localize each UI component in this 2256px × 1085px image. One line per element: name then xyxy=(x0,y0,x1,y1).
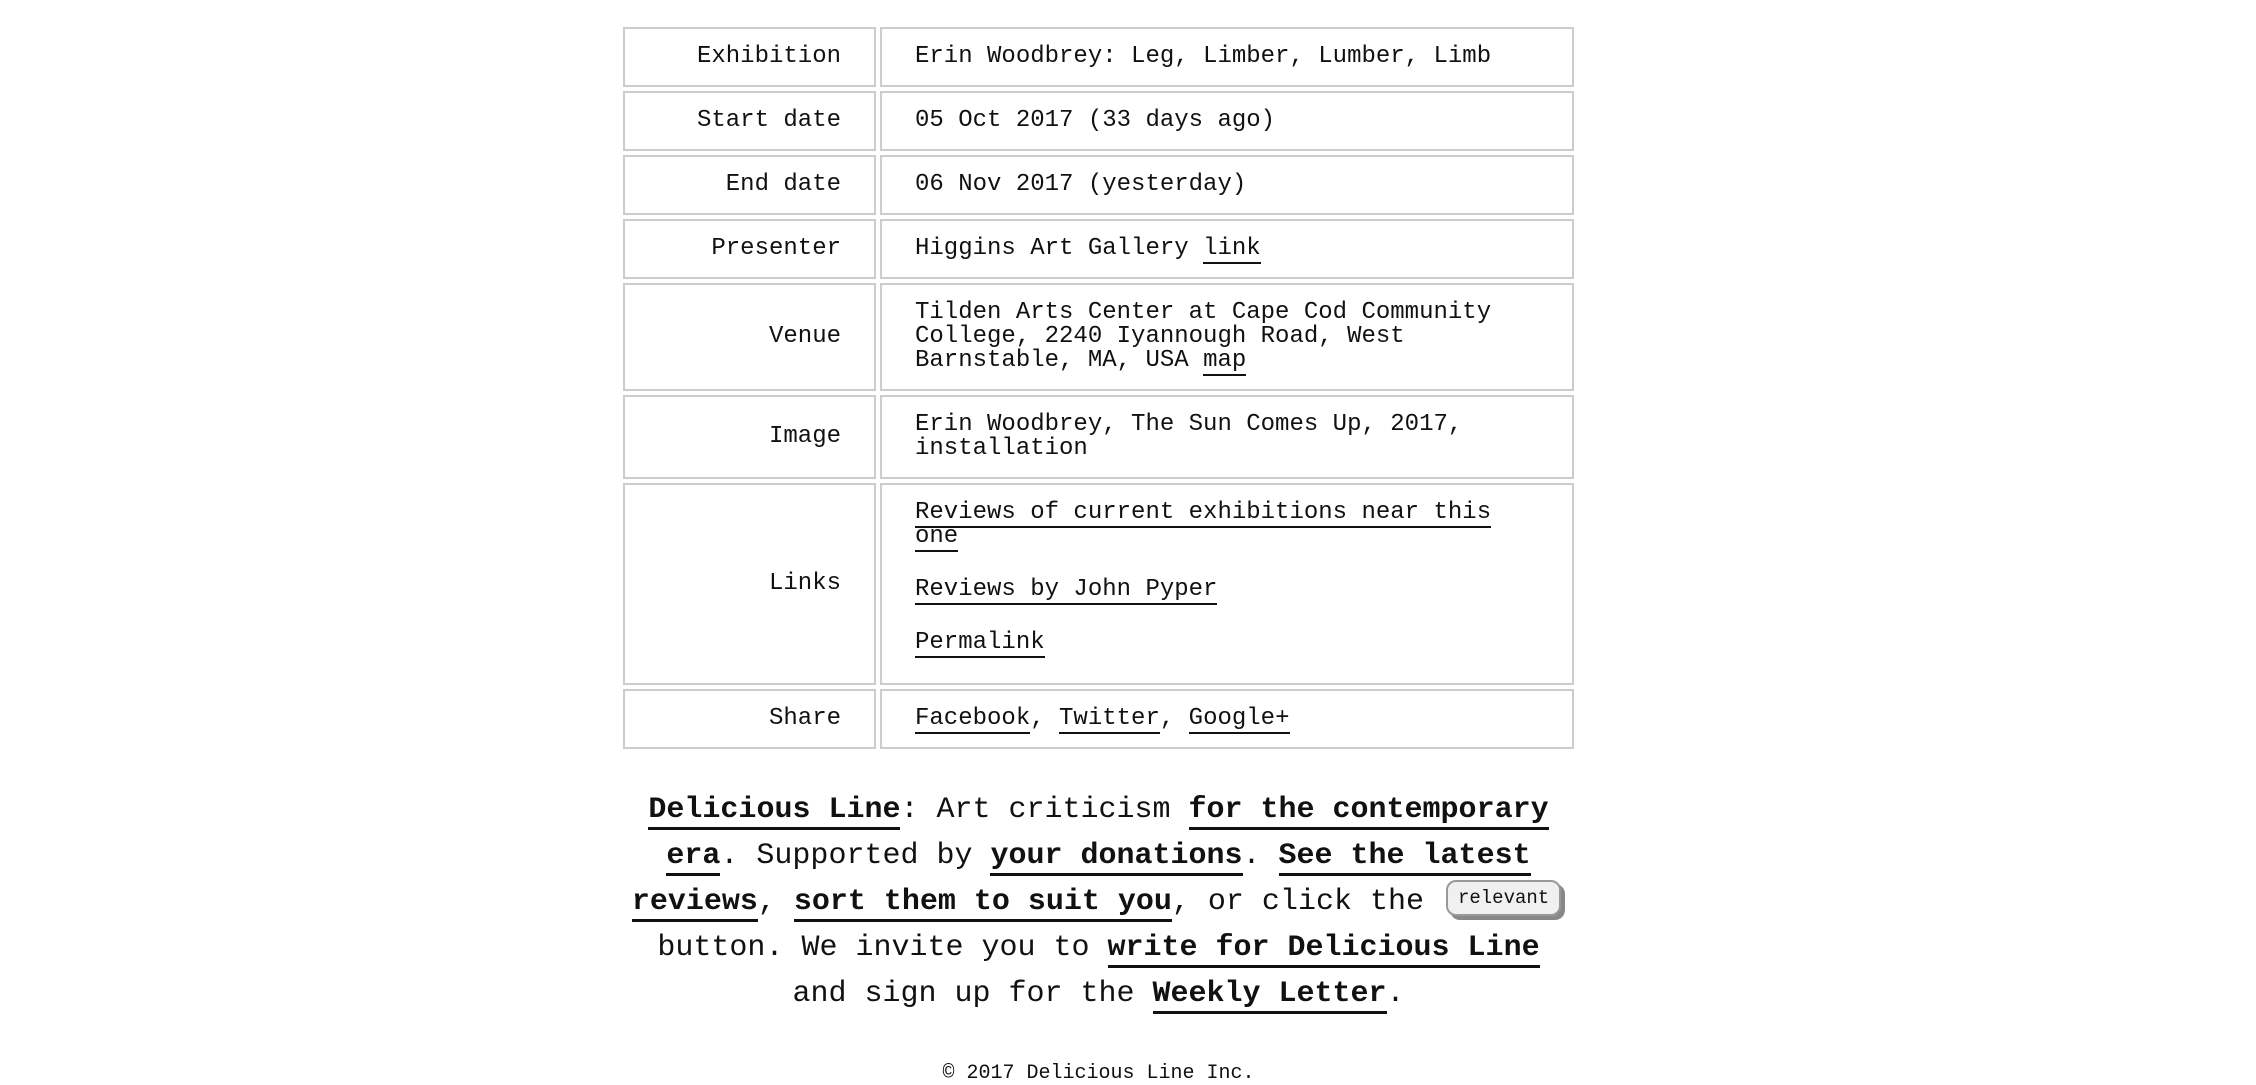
share-separator: , xyxy=(1159,705,1175,732)
end-date-value: 06 Nov 2017 (yesterday) xyxy=(880,155,1574,215)
venue-map-link[interactable]: map xyxy=(1203,347,1247,374)
about-text: . Supported by xyxy=(720,839,991,873)
write-for-link[interactable]: write for Delicious Line xyxy=(1108,931,1540,968)
presenter-link[interactable]: link xyxy=(1203,235,1261,262)
share-twitter-link[interactable]: Twitter xyxy=(1059,705,1160,732)
reviewer-reviews-link[interactable]: Reviews by John Pyper xyxy=(915,576,1218,603)
links-cell xyxy=(880,483,1574,685)
presenter-name: Higgins Art Gallery xyxy=(915,235,1189,262)
share-cell xyxy=(880,689,1574,749)
about-blurb xyxy=(623,787,1574,1017)
donations-link[interactable]: your donations xyxy=(990,839,1242,876)
weekly-letter-link[interactable]: Weekly Letter xyxy=(1153,977,1387,1014)
share-label: Share xyxy=(623,689,876,749)
start-date-label: Start date xyxy=(623,91,876,151)
about-text: . xyxy=(1242,839,1279,873)
contemporary-era-link[interactable]: for the contemporary era xyxy=(666,793,1548,876)
exhibition-label: Exhibition xyxy=(623,27,876,87)
row-image xyxy=(623,395,1574,479)
row-presenter xyxy=(623,219,1574,279)
row-exhibition xyxy=(623,27,1574,87)
row-links xyxy=(623,483,1574,685)
row-share xyxy=(623,689,1574,749)
exhibition-info-table xyxy=(619,23,1578,753)
permalink-link[interactable]: Permalink xyxy=(915,629,1045,656)
about-text: , or click the xyxy=(1171,885,1442,919)
exhibition-title: Erin Woodbrey: Leg, Limber, Lumber, Limb xyxy=(880,27,1574,87)
row-end-date xyxy=(623,155,1574,215)
latest-reviews-link[interactable]: See the latest reviews xyxy=(632,839,1531,922)
venue-cell xyxy=(880,283,1574,391)
venue-label: Venue xyxy=(623,283,876,391)
image-label: Image xyxy=(623,395,876,479)
about-text: and sign up for the xyxy=(792,977,1153,1011)
about-text: : Art criticism xyxy=(900,793,1189,827)
presenter-cell xyxy=(880,219,1574,279)
presenter-label: Presenter xyxy=(623,219,876,279)
sort-reviews-link[interactable]: sort them to suit you xyxy=(794,885,1172,922)
end-date-label: End date xyxy=(623,155,876,215)
site-name-link[interactable]: Delicious Line xyxy=(648,793,900,830)
share-google-plus-link[interactable]: Google+ xyxy=(1188,705,1290,732)
about-text: . xyxy=(1386,977,1405,1011)
row-venue xyxy=(623,283,1574,391)
relevant-button[interactable]: relevant xyxy=(1446,880,1561,916)
venue-address: Tilden Arts Center at Cape Cod Community College, 2240 Iyannough Road, West Barnstable, MA, USA xyxy=(915,299,1492,374)
links-label: Links xyxy=(623,483,876,685)
share-separator: , xyxy=(1030,705,1045,732)
nearby-reviews-link[interactable]: Reviews of current exhibitions near this one xyxy=(915,499,1492,550)
row-start-date xyxy=(623,91,1574,151)
about-text: button. We invite you to xyxy=(657,931,1108,965)
image-caption: Erin Woodbrey, The Sun Comes Up, 2017, installation xyxy=(880,395,1574,479)
copyright-notice: © 2017 Delicious Line Inc. xyxy=(942,1062,1255,1085)
about-text: , xyxy=(757,885,794,919)
exhibition-page xyxy=(623,23,1574,1085)
start-date-value: 05 Oct 2017 (33 days ago) xyxy=(880,91,1574,151)
share-facebook-link[interactable]: Facebook xyxy=(915,705,1031,732)
